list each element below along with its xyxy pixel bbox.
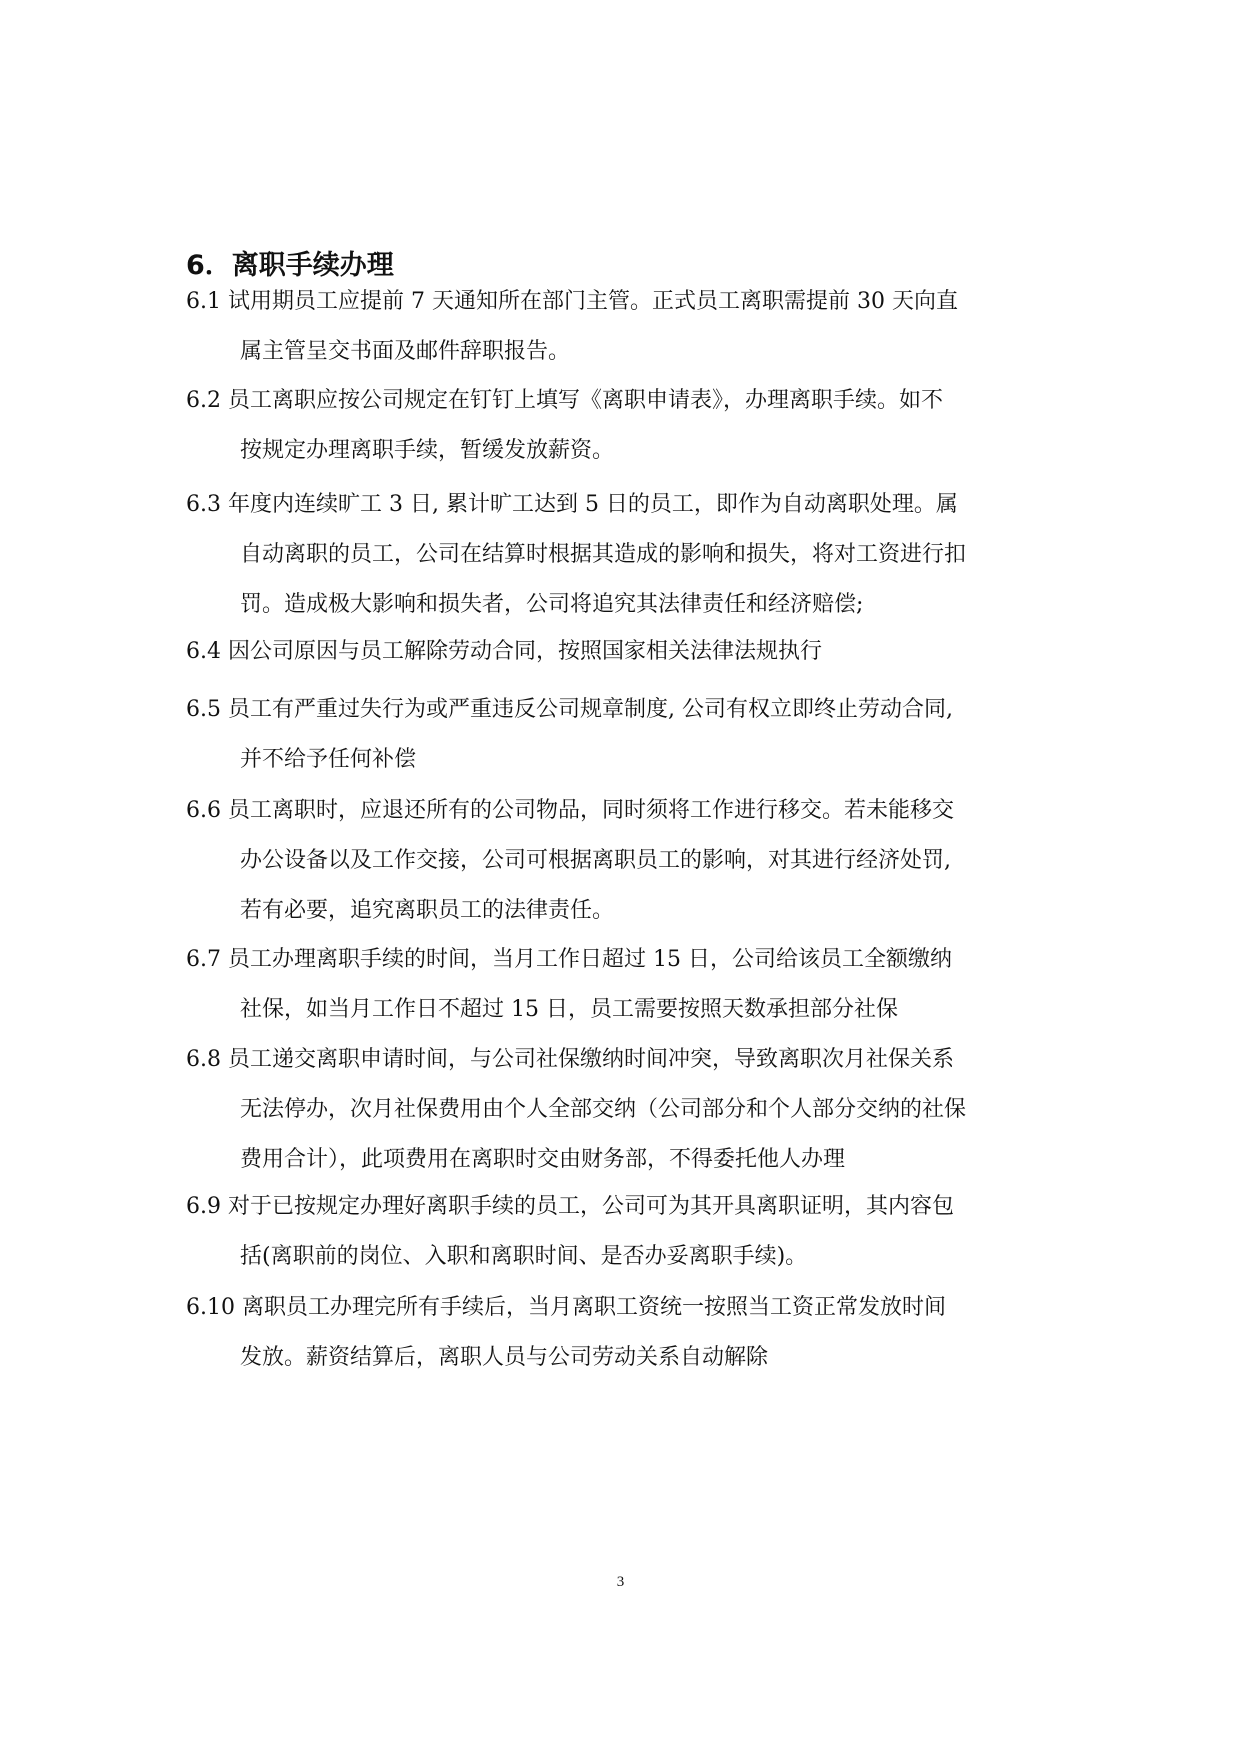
clause-line: 6.8 员工递交离职申请时间，与公司社保缴纳时间冲突，导致离职次月社保关系 (186, 1047, 954, 1072)
clause-line: 办公设备以及工作交接，公司可根据离职员工的影响，对其进行经济处罚, (240, 848, 951, 873)
clause-line: 括(离职前的岗位、入职和离职时间、是否办妥离职手续)。 (240, 1244, 808, 1269)
clause-line: 费用合计），此项费用在离职时交由财务部，不得委托他人办理 (240, 1147, 846, 1172)
clause-line: 6.7 员工办理离职手续的时间，当月工作日超过 15 日，公司给该员工全额缴纳 (186, 947, 952, 972)
clause-6-9 (186, 1182, 1066, 1282)
page-number: 3 (616, 1574, 625, 1590)
clause-6-6 (186, 786, 1066, 936)
clause-line: 并不给予任何补偿 (240, 747, 417, 772)
clause-6-1 (186, 277, 1066, 377)
clause-line: 社保，如当月工作日不超过 15 日，员工需要按照天数承担部分社保 (240, 997, 898, 1022)
clause-line: 6.6 员工离职时，应退还所有的公司物品，同时须将工作进行移交。若未能移交 (186, 798, 954, 823)
clause-line: 6.3 年度内连续旷工 3 日, 累计旷工达到 5 日的员工，即作为自动离职处理。属 (186, 492, 958, 517)
clause-6-7 (186, 935, 1066, 1035)
clause-line: 发放。薪资结算后，离职人员与公司劳动关系自动解除 (240, 1345, 769, 1370)
clause-6-5 (186, 685, 1066, 785)
clause-line: 属主管呈交书面及邮件辞职报告。 (240, 339, 571, 364)
clause-line: 6.4 因公司原因与员工解除劳动合同，按照国家相关法律法规执行 (186, 639, 822, 664)
clause-line: 6.2 员工离职应按公司规定在钉钉上填写《离职申请表》，办理离职手续。如不 (186, 388, 943, 413)
section-title: 6．离职手续办理 (186, 250, 394, 281)
clause-line: 6.10 离职员工办理完所有手续后，当月离职工资统一按照当工资正常发放时间 (186, 1295, 946, 1320)
clause-line: 若有必要，追究离职员工的法律责任。 (240, 898, 615, 923)
clause-6-4 (186, 627, 1066, 677)
clause-line: 6.5 员工有严重过失行为或严重违反公司规章制度, 公司有权立即终止劳动合同, (186, 697, 953, 722)
clause-line: 按规定办理离职手续，暂缓发放薪资。 (240, 438, 615, 463)
clause-line: 无法停办，次月社保费用由个人全部交纳（公司部分和个人部分交纳的社保 (240, 1097, 967, 1122)
clause-6-10 (186, 1283, 1066, 1383)
clause-line: 6.9 对于已按规定办理好离职手续的员工，公司可为其开具离职证明，其内容包 (186, 1194, 954, 1219)
clause-6-2 (186, 376, 1066, 476)
clause-line: 罚。造成极大影响和损失者，公司将追究其法律责任和经济赔偿; (240, 592, 864, 617)
clause-6-8 (186, 1035, 1066, 1185)
clause-line: 6.1 试用期员工应提前 7 天通知所在部门主管。正式员工离职需提前 30 天向直 (186, 289, 958, 314)
clause-6-3 (186, 480, 1066, 630)
clause-line: 自动离职的员工，公司在结算时根据其造成的影响和损失，将对工资进行扣 (240, 542, 967, 567)
